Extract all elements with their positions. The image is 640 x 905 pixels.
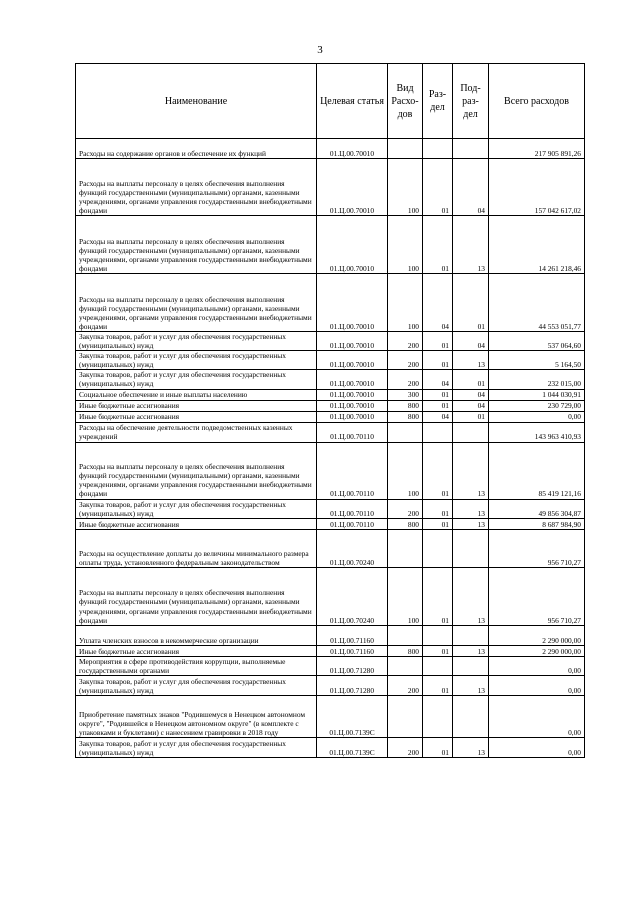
row-total: 956 710,27 xyxy=(489,529,585,567)
row-total: 49 856 304,87 xyxy=(489,499,585,518)
row-expense-type: 200 xyxy=(388,370,423,389)
row-subsection: 04 xyxy=(453,400,489,411)
row-name: Расходы на выплаты персоналу в целях обеспечения выполнения функций государственными (муниципальными) органами, казенными учреждениями, органами управления государственными внебюджетными фондами xyxy=(76,216,317,274)
table-row xyxy=(76,675,585,695)
row-section xyxy=(423,529,453,567)
row-target-article: 01.Ц.00.70240 xyxy=(317,529,388,567)
table-row xyxy=(76,274,585,332)
row-name: Уплата членских взносов в некоммерческие организации xyxy=(76,625,317,645)
row-target-article: 01.Ц.00.7139С xyxy=(317,737,388,757)
row-total: 0,00 xyxy=(489,675,585,695)
expenditure-table xyxy=(75,63,585,758)
header-target-article: Целевая статья xyxy=(317,64,388,139)
row-expense-type xyxy=(388,139,423,159)
row-subsection xyxy=(453,529,489,567)
row-section: 01 xyxy=(423,442,453,499)
row-subsection: 13 xyxy=(453,442,489,499)
row-section: 01 xyxy=(423,737,453,757)
row-expense-type: 300 xyxy=(388,389,423,400)
table-row xyxy=(76,370,585,389)
row-name: Иные бюджетные ассигнования xyxy=(76,411,317,422)
row-section: 04 xyxy=(423,370,453,389)
row-section: 01 xyxy=(423,332,453,351)
row-name: Расходы на выплаты персоналу в целях обеспечения выполнения функций государственными (муниципальными) органами, казенными учреждениями, органами управления государственными внебюджетными фондами xyxy=(76,567,317,625)
row-total: 157 042 617,02 xyxy=(489,159,585,216)
row-subsection: 13 xyxy=(453,518,489,529)
row-section xyxy=(423,625,453,645)
row-target-article: 01.Ц.00.70110 xyxy=(317,518,388,529)
row-expense-type: 100 xyxy=(388,567,423,625)
table-row xyxy=(76,351,585,370)
header-total: Всего расходов xyxy=(489,64,585,139)
row-expense-type: 800 xyxy=(388,645,423,656)
row-total: 1 044 030,91 xyxy=(489,389,585,400)
row-section: 01 xyxy=(423,216,453,274)
row-total: 537 064,60 xyxy=(489,332,585,351)
table-row xyxy=(76,737,585,757)
row-target-article: 01.Ц.00.70010 xyxy=(317,274,388,332)
header-name: Наименование xyxy=(76,64,317,139)
row-total: 232 015,00 xyxy=(489,370,585,389)
row-target-article: 01.Ц.00.70010 xyxy=(317,159,388,216)
page-number: 3 xyxy=(317,44,323,56)
row-expense-type: 800 xyxy=(388,411,423,422)
row-target-article: 01.Ц.00.70110 xyxy=(317,422,388,442)
row-name: Социальное обеспечение и иные выплаты населению xyxy=(76,389,317,400)
table-row xyxy=(76,159,585,216)
row-target-article: 01.Ц.00.71160 xyxy=(317,645,388,656)
row-subsection xyxy=(453,422,489,442)
row-total: 217 905 891,26 xyxy=(489,139,585,159)
row-name: Расходы на выплаты персоналу в целях обеспечения выполнения функций государственными (муниципальными) органами, казенными учреждениями, органами управления государственными внебюджетными фондами xyxy=(76,442,317,499)
row-expense-type: 100 xyxy=(388,159,423,216)
row-total: 14 261 218,46 xyxy=(489,216,585,274)
row-name: Расходы на обеспечение деятельности подведомственных казенных учреждений xyxy=(76,422,317,442)
row-target-article: 01.Ц.00.70010 xyxy=(317,332,388,351)
row-name: Закупка товаров, работ и услуг для обеспечения государственных (муниципальных) нужд xyxy=(76,499,317,518)
row-name: Мероприятия в сфере противодействия коррупции, выполняемые государственными органами xyxy=(76,656,317,675)
row-target-article: 01.Ц.00.70010 xyxy=(317,216,388,274)
row-expense-type: 100 xyxy=(388,274,423,332)
row-section: 04 xyxy=(423,274,453,332)
row-subsection: 01 xyxy=(453,411,489,422)
row-expense-type: 100 xyxy=(388,442,423,499)
row-total: 8 687 984,90 xyxy=(489,518,585,529)
row-name: Расходы на выплаты персоналу в целях обеспечения выполнения функций государственными (муниципальными) органами, казенными учреждениями, органами управления государственными внебюджетными фондами xyxy=(76,159,317,216)
row-expense-type xyxy=(388,529,423,567)
row-subsection: 13 xyxy=(453,351,489,370)
row-target-article: 01.Ц.00.70010 xyxy=(317,389,388,400)
row-expense-type: 200 xyxy=(388,499,423,518)
row-subsection: 04 xyxy=(453,159,489,216)
row-section: 01 xyxy=(423,567,453,625)
row-expense-type: 200 xyxy=(388,675,423,695)
row-target-article: 01.Ц.00.71280 xyxy=(317,656,388,675)
row-expense-type xyxy=(388,695,423,737)
row-total: 5 164,50 xyxy=(489,351,585,370)
row-name: Закупка товаров, работ и услуг для обеспечения государственных (муниципальных) нужд xyxy=(76,332,317,351)
row-name: Закупка товаров, работ и услуг для обеспечения государственных (муниципальных) нужд xyxy=(76,737,317,757)
header-subsection: Под- раз- дел xyxy=(453,64,489,139)
row-subsection xyxy=(453,139,489,159)
row-target-article: 01.Ц.00.70010 xyxy=(317,400,388,411)
row-expense-type: 800 xyxy=(388,518,423,529)
row-total: 143 963 410,93 xyxy=(489,422,585,442)
table-row xyxy=(76,518,585,529)
row-total: 0,00 xyxy=(489,411,585,422)
row-section: 01 xyxy=(423,675,453,695)
table-row xyxy=(76,567,585,625)
row-total: 0,00 xyxy=(489,695,585,737)
row-target-article: 01.Ц.00.70110 xyxy=(317,499,388,518)
table-header-row xyxy=(76,64,585,139)
row-name: Приобретение памятных знаков "Родившемуся в Ненецком автономном округе", "Родившейся в Ненецком автономном округе" (в комплекте с упаковками и буклетами) с нанесением гравировки в 2018 году xyxy=(76,695,317,737)
row-name: Иные бюджетные ассигнования xyxy=(76,518,317,529)
header-expense-type: Вид Расхо- дов xyxy=(388,64,423,139)
row-subsection: 01 xyxy=(453,370,489,389)
row-target-article: 01.Ц.00.70240 xyxy=(317,567,388,625)
row-total: 2 290 000,00 xyxy=(489,645,585,656)
row-expense-type xyxy=(388,422,423,442)
row-target-article: 01.Ц.00.70110 xyxy=(317,442,388,499)
row-subsection: 13 xyxy=(453,645,489,656)
row-name: Расходы на осуществление доплаты до величины минимального размера оплаты труда, установленного федеральным законодательством xyxy=(76,529,317,567)
row-target-article: 01.Ц.00.70010 xyxy=(317,139,388,159)
row-expense-type: 200 xyxy=(388,351,423,370)
row-target-article: 01.Ц.00.70010 xyxy=(317,411,388,422)
table-row xyxy=(76,411,585,422)
row-expense-type xyxy=(388,656,423,675)
row-name: Расходы на выплаты персоналу в целях обеспечения выполнения функций государственными (муниципальными) органами, казенными учреждениями, органами управления государственными внебюджетными фондами xyxy=(76,274,317,332)
row-total: 956 710,27 xyxy=(489,567,585,625)
row-expense-type: 800 xyxy=(388,400,423,411)
table-row xyxy=(76,216,585,274)
row-name: Иные бюджетные ассигнования xyxy=(76,645,317,656)
row-total: 2 290 000,00 xyxy=(489,625,585,645)
table-body xyxy=(76,139,585,758)
row-target-article: 01.Ц.00.71160 xyxy=(317,625,388,645)
row-expense-type: 100 xyxy=(388,216,423,274)
row-total: 44 553 051,77 xyxy=(489,274,585,332)
row-subsection xyxy=(453,656,489,675)
row-target-article: 01.Ц.00.71280 xyxy=(317,675,388,695)
row-subsection: 04 xyxy=(453,332,489,351)
table-row xyxy=(76,332,585,351)
row-subsection: 13 xyxy=(453,216,489,274)
row-subsection: 13 xyxy=(453,567,489,625)
table-row xyxy=(76,529,585,567)
row-expense-type: 200 xyxy=(388,737,423,757)
row-subsection: 13 xyxy=(453,675,489,695)
table-row xyxy=(76,499,585,518)
row-total: 230 729,00 xyxy=(489,400,585,411)
row-subsection: 04 xyxy=(453,389,489,400)
row-subsection xyxy=(453,625,489,645)
row-target-article: 01.Ц.00.70010 xyxy=(317,370,388,389)
row-section xyxy=(423,422,453,442)
table-row xyxy=(76,656,585,675)
table-row xyxy=(76,695,585,737)
row-expense-type: 200 xyxy=(388,332,423,351)
row-section: 04 xyxy=(423,411,453,422)
table-row xyxy=(76,389,585,400)
row-section xyxy=(423,695,453,737)
row-section: 01 xyxy=(423,499,453,518)
row-name: Закупка товаров, работ и услуг для обеспечения государственных (муниципальных) нужд xyxy=(76,351,317,370)
table-row xyxy=(76,442,585,499)
table-row xyxy=(76,139,585,159)
row-section: 01 xyxy=(423,389,453,400)
row-total: 85 419 121,16 xyxy=(489,442,585,499)
row-section xyxy=(423,656,453,675)
row-subsection xyxy=(453,695,489,737)
row-target-article: 01.Ц.00.7139С xyxy=(317,695,388,737)
row-target-article: 01.Ц.00.70010 xyxy=(317,351,388,370)
row-section: 01 xyxy=(423,645,453,656)
row-section: 01 xyxy=(423,351,453,370)
table-row xyxy=(76,400,585,411)
table-row xyxy=(76,645,585,656)
row-total: 0,00 xyxy=(489,656,585,675)
header-section: Раз- дел xyxy=(423,64,453,139)
row-name: Иные бюджетные ассигнования xyxy=(76,400,317,411)
row-name: Закупка товаров, работ и услуг для обеспечения государственных (муниципальных) нужд xyxy=(76,675,317,695)
row-name: Расходы на содержание органов и обеспечение их функций xyxy=(76,139,317,159)
row-subsection: 01 xyxy=(453,274,489,332)
row-expense-type xyxy=(388,625,423,645)
row-section xyxy=(423,139,453,159)
row-section: 01 xyxy=(423,518,453,529)
table-row xyxy=(76,422,585,442)
row-section: 01 xyxy=(423,159,453,216)
row-section: 01 xyxy=(423,400,453,411)
row-subsection: 13 xyxy=(453,737,489,757)
row-subsection: 13 xyxy=(453,499,489,518)
table-row xyxy=(76,625,585,645)
row-name: Закупка товаров, работ и услуг для обеспечения государственных (муниципальных) нужд xyxy=(76,370,317,389)
row-total: 0,00 xyxy=(489,737,585,757)
